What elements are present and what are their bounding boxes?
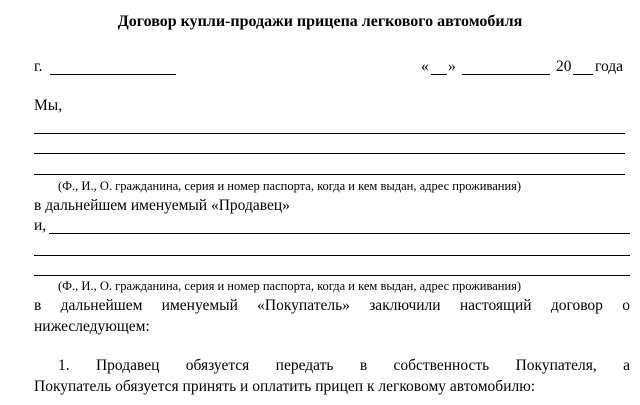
we-label: Мы,: [34, 97, 63, 114]
buyer-word: именуемый: [161, 297, 238, 314]
buyer-named-line: [34, 296, 630, 315]
city-label: г.: [34, 58, 43, 75]
seller-blank-line-2: [34, 153, 625, 154]
year-blank: [573, 74, 593, 75]
year-suffix: года: [595, 58, 624, 75]
buyer-word: заключили: [369, 297, 441, 314]
day-blank: [431, 74, 447, 75]
seller-blank-line-3: [34, 174, 625, 175]
clause-1-line: [58, 356, 630, 375]
date-close-quote: »: [448, 58, 456, 75]
clause-word: обязуется: [185, 357, 250, 374]
clause-word: в: [359, 357, 368, 374]
clause-word: передать: [275, 357, 334, 374]
seller-named-text: в дальнейшем именуемый «Продавец»: [34, 197, 290, 214]
seller-caption: (Ф., И., О. гражданина, серия и номер паспорта, когда и кем выдан, адрес проживания): [58, 179, 522, 193]
and-label: и,: [34, 217, 47, 234]
buyer-word: о: [622, 297, 630, 314]
clause-word: собственность: [393, 357, 490, 374]
year-prefix: 20: [556, 58, 572, 75]
date-open-quote: «: [421, 58, 429, 75]
clause-word: а: [623, 357, 630, 374]
seller-blank-line-1: [34, 133, 625, 134]
document-title: Договор купли-продажи прицепа легкового автомобиля: [117, 13, 523, 30]
buyer-word: «Покупатель»: [257, 297, 350, 314]
month-blank: [462, 74, 550, 75]
clause-word: Продавец: [95, 357, 160, 374]
buyer-blank-line-3: [34, 275, 630, 276]
buyer-word: дальнейшем: [60, 297, 143, 314]
clause-word: Покупателя,: [515, 357, 597, 374]
buyer-word: договор: [550, 297, 603, 314]
buyer-blank-line-2: [34, 255, 630, 256]
clause-1-line-end: Покупатель обязуется принять и оплатить прицеп к легковому автомобилю:: [34, 378, 536, 395]
buyer-word: настоящий: [459, 297, 532, 314]
buyer-word: в: [34, 297, 42, 314]
buyer-caption: (Ф., И., О. гражданина, серия и номер паспорта, когда и кем выдан, адрес проживания): [58, 279, 522, 293]
buyer-named-line-end: нижеследующем:: [34, 318, 150, 335]
clause-word: 1.: [58, 357, 70, 374]
city-blank: [50, 74, 176, 75]
buyer-blank-line-1: [49, 233, 630, 234]
